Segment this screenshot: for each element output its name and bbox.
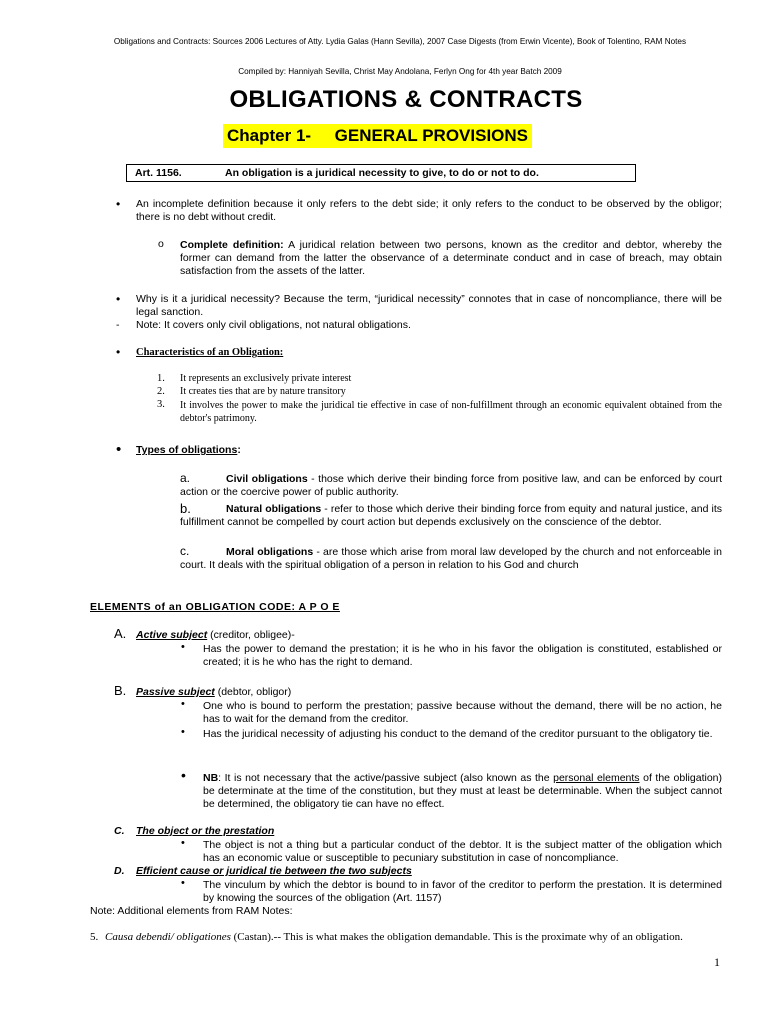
- causa-number: 5.: [90, 931, 99, 943]
- bullet-icon: •: [116, 345, 121, 359]
- dash-bullet-icon: -: [116, 319, 120, 331]
- header-compiled: Compiled by: Hanniyah Sevilla, Christ May Andolana, Ferlyn Ong for 4th year Batch 2009: [238, 67, 562, 76]
- bullet-icon: •: [116, 197, 121, 211]
- passive-subject-bullet: One who is bound to perform the prestation; passive because without the demand, there will be no action, he has to wait for the demand from the creditor.: [203, 700, 722, 725]
- passive-subject-bullet: Has the juridical necessity of adjusting his conduct to the demand of the creditor pursuant to the obligatory tie.: [203, 728, 713, 740]
- why-juridical-necessity: Why is it a juridical necessity? Because the term, “juridical necessity” connotes that in case of noncompliance, there will be legal sanction.: [136, 293, 722, 318]
- types-heading: Types of obligations:: [136, 444, 241, 456]
- page-number: 1: [714, 955, 720, 969]
- characteristic-number: 2.: [157, 386, 165, 397]
- characteristic-item: It creates ties that are by nature transitory: [180, 386, 346, 397]
- type-letter: c.: [180, 544, 190, 558]
- complete-definition: Complete definition: A juridical relation between two persons, known as the creditor and debtor, whereby the former can demand from the latter the observance of a determinate conduct and in case of breach, may obtain satisfaction from the assets of the latter.: [180, 239, 722, 277]
- additional-note: Note: Additional elements from RAM Notes:: [90, 905, 293, 917]
- bullet-icon: •: [181, 698, 185, 710]
- characteristic-item: It represents an exclusively private interest: [180, 373, 352, 384]
- incomplete-definition: An incomplete definition because it only refers to the debt side; it only refers to the conduct to be observed by the obligor; there is no debt without credit.: [136, 198, 722, 223]
- circle-bullet-icon: o: [158, 238, 164, 250]
- element-letter: C.: [114, 825, 125, 837]
- active-subject-heading: Active subject (creditor, obligee)-: [136, 629, 295, 641]
- characteristic-number: 1.: [157, 373, 165, 384]
- bullet-icon: •: [181, 837, 185, 849]
- civil-obligations-note: Note: It covers only civil obligations, not natural obligations.: [136, 319, 411, 331]
- type-civil: Civil obligations - those which derive their binding force from positive law, and can be enforced by court action or the coercive power of public authority.: [180, 473, 722, 498]
- active-subject-bullet: Has the power to demand the prestation; it is he who in his favor the obligation is constituted, established or created; it is he who has the right to demand.: [203, 643, 722, 668]
- causa-debendi: Causa debendi/ obligationes (Castan).-- This is what makes the obligation demandable. This is the proximate why of an obligation.: [105, 931, 683, 943]
- efficient-cause-bullet: The vinculum by which the debtor is bound to in favor of the creditor to perform the prestation. It is determined by knowing the sources of the obligation (Art. 1157): [203, 879, 722, 904]
- bullet-icon: •: [181, 641, 185, 653]
- elements-heading: ELEMENTS of an OBLIGATION CODE: A P O E: [90, 601, 340, 613]
- bullet-icon: •: [181, 877, 185, 889]
- bullet-icon: •: [116, 441, 122, 458]
- document-title: OBLIGATIONS & CONTRACTS: [229, 86, 583, 113]
- article-box: [126, 164, 636, 182]
- object-bullet: The object is not a thing but a particular conduct of the debtor. It is the subject matter of the obligation which has an economic value or susceptible to pecuniary substitution in case of noncompliance.: [203, 839, 722, 864]
- object-heading: The object or the prestation: [136, 825, 275, 837]
- bullet-icon: •: [116, 292, 121, 306]
- nb-note: NB: It is not necessary that the active/passive subject (also known as the personal elements of the obligation) be determinate at the time of the constitution, but they must at least be determinable. When the subject cannot be determined, the obligatory tie can have no effect.: [203, 772, 722, 810]
- element-letter: A.: [114, 626, 127, 641]
- element-letter: D.: [114, 865, 125, 877]
- bullet-icon: •: [181, 726, 185, 738]
- element-letter: B.: [114, 683, 127, 698]
- type-letter: a.: [180, 471, 191, 485]
- type-letter: b.: [180, 501, 191, 516]
- characteristics-heading: Characteristics of an Obligation:: [136, 347, 284, 358]
- efficient-cause-heading: Efficient cause or juridical tie between the two subjects: [136, 865, 412, 877]
- header-sources: Obligations and Contracts: Sources 2006 Lectures of Atty. Lydia Galas (Hann Sevilla), 2007 Case Digests (from Erwin Vicente), Book of Tolentino, RAM Notes: [113, 37, 687, 46]
- article-text: An obligation is a juridical necessity to give, to do or not to do.: [225, 167, 539, 179]
- chapter-heading: Chapter 1- GENERAL PROVISIONS: [223, 124, 532, 148]
- type-moral: Moral obligations - are those which arise from moral law developed by the church and not enforceable in court. It deals with the spiritual obligation of a person in relation to his God and church: [180, 546, 722, 571]
- article-label: Art. 1156.: [135, 167, 182, 179]
- bullet-icon: •: [181, 767, 186, 783]
- characteristic-item: It involves the power to make the juridical tie effective in case of non-fulfillment through an economic equivalent obtained from the debtor's patrimony.: [180, 400, 722, 424]
- characteristic-number: 3.: [157, 399, 165, 410]
- type-natural: Natural obligations - refer to those which derive their binding force from equity and natural justice, and its fulfillment cannot be compelled by court action but depends exclusively on the conscience of the debtor.: [180, 503, 723, 528]
- passive-subject-heading: Passive subject (debtor, obligor): [136, 686, 292, 698]
